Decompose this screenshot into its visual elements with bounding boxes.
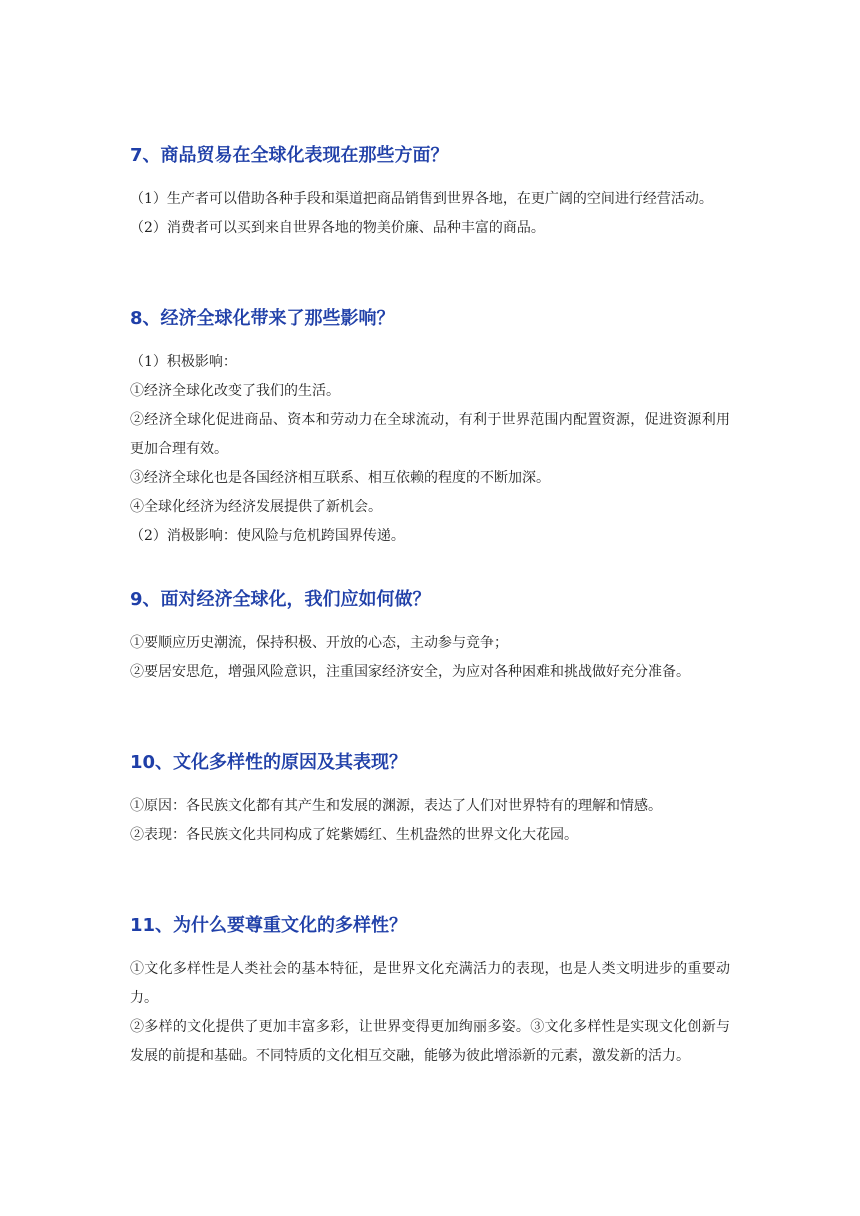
question-8-answer-5: ④全球化经济为经济发展提供了新机会。 [130,499,382,515]
question-9-section [130,587,730,687]
question-8-heading: 8、经济全球化带来了那些影响？ [130,308,395,329]
question-8-answer-2: ①经济全球化改变了我们的生活。 [130,383,340,399]
question-10-answer-2: ②表现：各民族文化共同构成了姹紫嫣红、生机盎然的世界文化大花园。 [130,827,578,843]
question-11-answer-1: ①文化多样性是人类社会的基本特征，是世界文化充满活力的表现，也是人类文明进步的重要动力。 [130,961,730,1006]
question-9-answer-1: ①要顺应历史潮流，保持积极、开放的心态，主动参与竞争； [130,635,508,651]
question-11-heading: 11、为什么要尊重文化的多样性？ [130,915,408,936]
question-10-heading: 10、文化多样性的原因及其表现？ [130,752,408,773]
question-10-answer-1: ①原因：各民族文化都有其产生和发展的渊源，表达了人们对世界特有的理解和情感。 [130,798,662,814]
question-9-heading: 9、面对经济全球化，我们应如何做？ [130,589,431,610]
question-7-heading: 7、商品贸易在全球化表现在那些方面？ [130,145,449,166]
question-8-answer-3: ②经济全球化促进商品、资本和劳动力在全球流动，有利于世界范围内配置资源，促进资源利用更加合理有效。 [130,412,730,457]
question-7-answer-2: （2）消费者可以买到来自世界各地的物美价廉、品种丰富的商品。 [130,220,545,236]
question-8-section [130,306,730,551]
question-11-answer-2: ②多样的文化提供了更加丰富多彩，让世界变得更加绚丽多姿。③文化多样性是实现文化创新与发展的前提和基础。不同特质的文化相互交融，能够为彼此增添新的元素，激发新的活力。 [130,1019,730,1064]
question-7-section [130,143,730,243]
question-8-answer-1: （1）积极影响： [130,354,237,370]
question-10-section [130,750,730,850]
question-8-answer-4: ③经济全球化也是各国经济相互联系、相互依赖的程度的不断加深。 [130,470,550,486]
question-7-answer-1: （1）生产者可以借助各种手段和渠道把商品销售到世界各地，在更广阔的空间进行经营活动。 [130,191,713,207]
question-11-section [130,913,730,1071]
question-9-answer-2: ②要居安思危，增强风险意识，注重国家经济安全，为应对各种困难和挑战做好充分准备。 [130,664,690,680]
question-8-answer-6: （2）消极影响：使风险与危机跨国界传递。 [130,528,405,544]
